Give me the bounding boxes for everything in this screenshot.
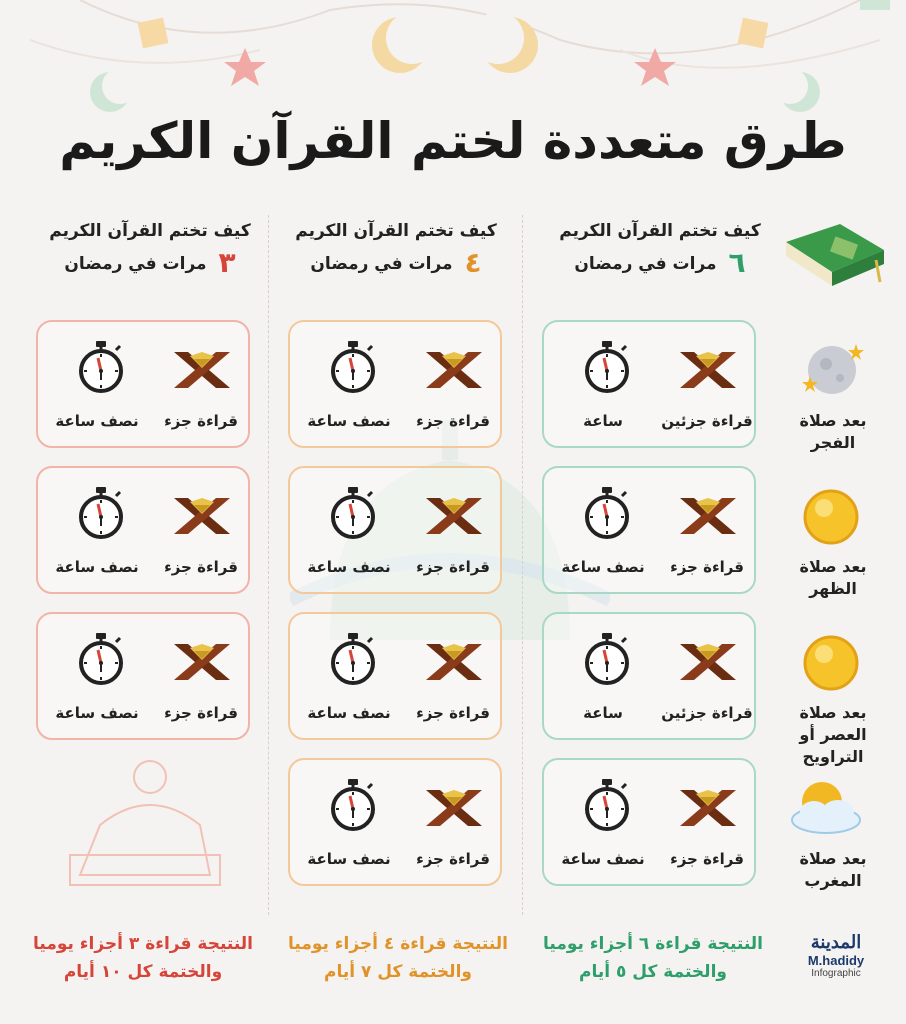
duration-label: نصف ساعة	[307, 412, 391, 430]
heading-line1: كيف تختم القرآن الكريم	[295, 221, 497, 241]
duration-label: نصف ساعة	[55, 558, 139, 576]
quran-stand-icon	[424, 788, 484, 832]
quran-stand-icon	[678, 788, 738, 832]
schedule-card	[288, 612, 502, 740]
gift-icon	[738, 18, 769, 49]
sun-cloud-icon	[786, 778, 866, 842]
stopwatch-icon	[328, 778, 378, 836]
quran-stand-icon	[424, 642, 484, 686]
reading-amount-label: قراءة جزء	[164, 412, 238, 430]
duration-label: نصف ساعة	[55, 704, 139, 722]
heading-line2: مرات في رمضان	[310, 254, 453, 274]
schedule-card	[288, 758, 502, 886]
prayer-label-line1: بعد صلاة	[799, 557, 867, 576]
heading-line2: مرات في رمضان	[574, 254, 717, 274]
duration-label: ساعة	[583, 704, 623, 722]
column-divider	[522, 215, 523, 915]
stopwatch-icon	[76, 340, 126, 398]
crescent-icon	[772, 68, 820, 112]
reading-amount-label: قراءة جزئين	[661, 704, 753, 722]
brand-sub: Infographic	[811, 968, 861, 979]
quran-stand-icon	[678, 350, 738, 394]
stopwatch-icon	[582, 778, 632, 836]
quran-stand-icon	[678, 642, 738, 686]
star-icon	[224, 48, 266, 86]
stopwatch-icon	[76, 632, 126, 690]
schedule-card	[36, 466, 250, 594]
prayer-time-label	[778, 702, 888, 768]
sun-icon	[800, 632, 862, 698]
result-three	[28, 930, 258, 986]
result-four	[283, 930, 513, 986]
duration-label: نصف ساعة	[561, 850, 645, 868]
duration-label: نصف ساعة	[55, 412, 139, 430]
reading-amount-label: قراءة جزء	[670, 850, 744, 868]
schedule-card	[288, 466, 502, 594]
duration-label: نصف ساعة	[307, 558, 391, 576]
stopwatch-icon	[582, 340, 632, 398]
prayer-label-line2: المغرب	[804, 871, 862, 890]
ramadan-ornaments	[0, 0, 906, 115]
prayer-label-line2: العصر أو التراويح	[799, 725, 867, 766]
brand-logo	[786, 932, 886, 979]
reading-amount-label: قراءة جزئين	[661, 412, 753, 430]
column-heading-four	[276, 218, 516, 277]
stopwatch-icon	[582, 486, 632, 544]
crescent-icon	[372, 12, 438, 73]
heading-count: ٣	[218, 246, 236, 279]
crescent-icon	[472, 12, 538, 73]
column-heading-three	[30, 218, 270, 277]
brand-logo-text: المدينة	[810, 932, 862, 952]
duration-label: ساعة	[583, 412, 623, 430]
quran-book-icon	[780, 220, 890, 292]
quran-stand-icon	[678, 496, 738, 540]
prayer-label-line1: بعد صلاة	[799, 411, 867, 430]
schedule-card	[542, 612, 756, 740]
column-divider	[268, 215, 269, 915]
reading-amount-label: قراءة جزء	[416, 850, 490, 868]
prayer-label-line1: بعد صلاة	[799, 703, 867, 722]
schedule-card	[36, 320, 250, 448]
reading-amount-label: قراءة جزء	[670, 558, 744, 576]
praying-person-watermark	[40, 755, 240, 895]
quran-stand-icon	[424, 350, 484, 394]
result-six	[538, 930, 768, 986]
prayer-time-label	[778, 410, 888, 454]
heading-line1: كيف تختم القرآن الكريم	[49, 221, 251, 241]
schedule-card	[36, 612, 250, 740]
quran-stand-icon	[172, 496, 232, 540]
crescent-icon	[90, 68, 138, 112]
stopwatch-icon	[328, 632, 378, 690]
reading-amount-label: قراءة جزء	[416, 704, 490, 722]
sun-icon	[800, 486, 862, 552]
prayer-label-line2: الظهر	[809, 579, 857, 598]
heading-count: ٦	[728, 246, 746, 279]
moon-icon	[800, 340, 866, 402]
reading-amount-label: قراءة جزء	[164, 558, 238, 576]
page-title: طرق متعددة لختم القرآن الكريم	[59, 112, 847, 170]
heading-line1: كيف تختم القرآن الكريم	[559, 221, 761, 241]
schedule-card	[542, 320, 756, 448]
result-line1: النتيجة قراءة ٦ أجزاء يوميا	[543, 934, 763, 954]
reading-amount-label: قراءة جزء	[416, 412, 490, 430]
quran-stand-icon	[172, 350, 232, 394]
result-line2: والختمة كل ٧ أيام	[324, 962, 472, 982]
stopwatch-icon	[328, 486, 378, 544]
stopwatch-icon	[76, 486, 126, 544]
stopwatch-icon	[582, 632, 632, 690]
reading-amount-label: قراءة جزء	[416, 558, 490, 576]
brand-name: M.hadidy	[807, 953, 865, 968]
schedule-card	[542, 466, 756, 594]
duration-label: نصف ساعة	[307, 704, 391, 722]
result-line1: النتيجة قراءة ٣ أجزاء يوميا	[33, 934, 253, 954]
quran-stand-icon	[424, 496, 484, 540]
prayer-label-line2: الفجر	[810, 433, 856, 452]
heading-count: ٤	[464, 246, 482, 279]
prayer-time-label	[778, 848, 888, 892]
prayer-time-label	[778, 556, 888, 600]
schedule-card	[288, 320, 502, 448]
column-heading-six	[540, 218, 780, 277]
prayer-label-line1: بعد صلاة	[799, 849, 867, 868]
gift-icon	[138, 18, 169, 49]
result-line2: والختمة كل ١٠ أيام	[63, 962, 223, 982]
heading-line2: مرات في رمضان	[64, 254, 207, 274]
result-line2: والختمة كل ٥ أيام	[579, 962, 727, 982]
result-line1: النتيجة قراءة ٤ أجزاء يوميا	[288, 934, 508, 954]
reading-amount-label: قراءة جزء	[164, 704, 238, 722]
schedule-card	[542, 758, 756, 886]
stopwatch-icon	[328, 340, 378, 398]
duration-label: نصف ساعة	[561, 558, 645, 576]
quran-stand-icon	[172, 642, 232, 686]
duration-label: نصف ساعة	[307, 850, 391, 868]
